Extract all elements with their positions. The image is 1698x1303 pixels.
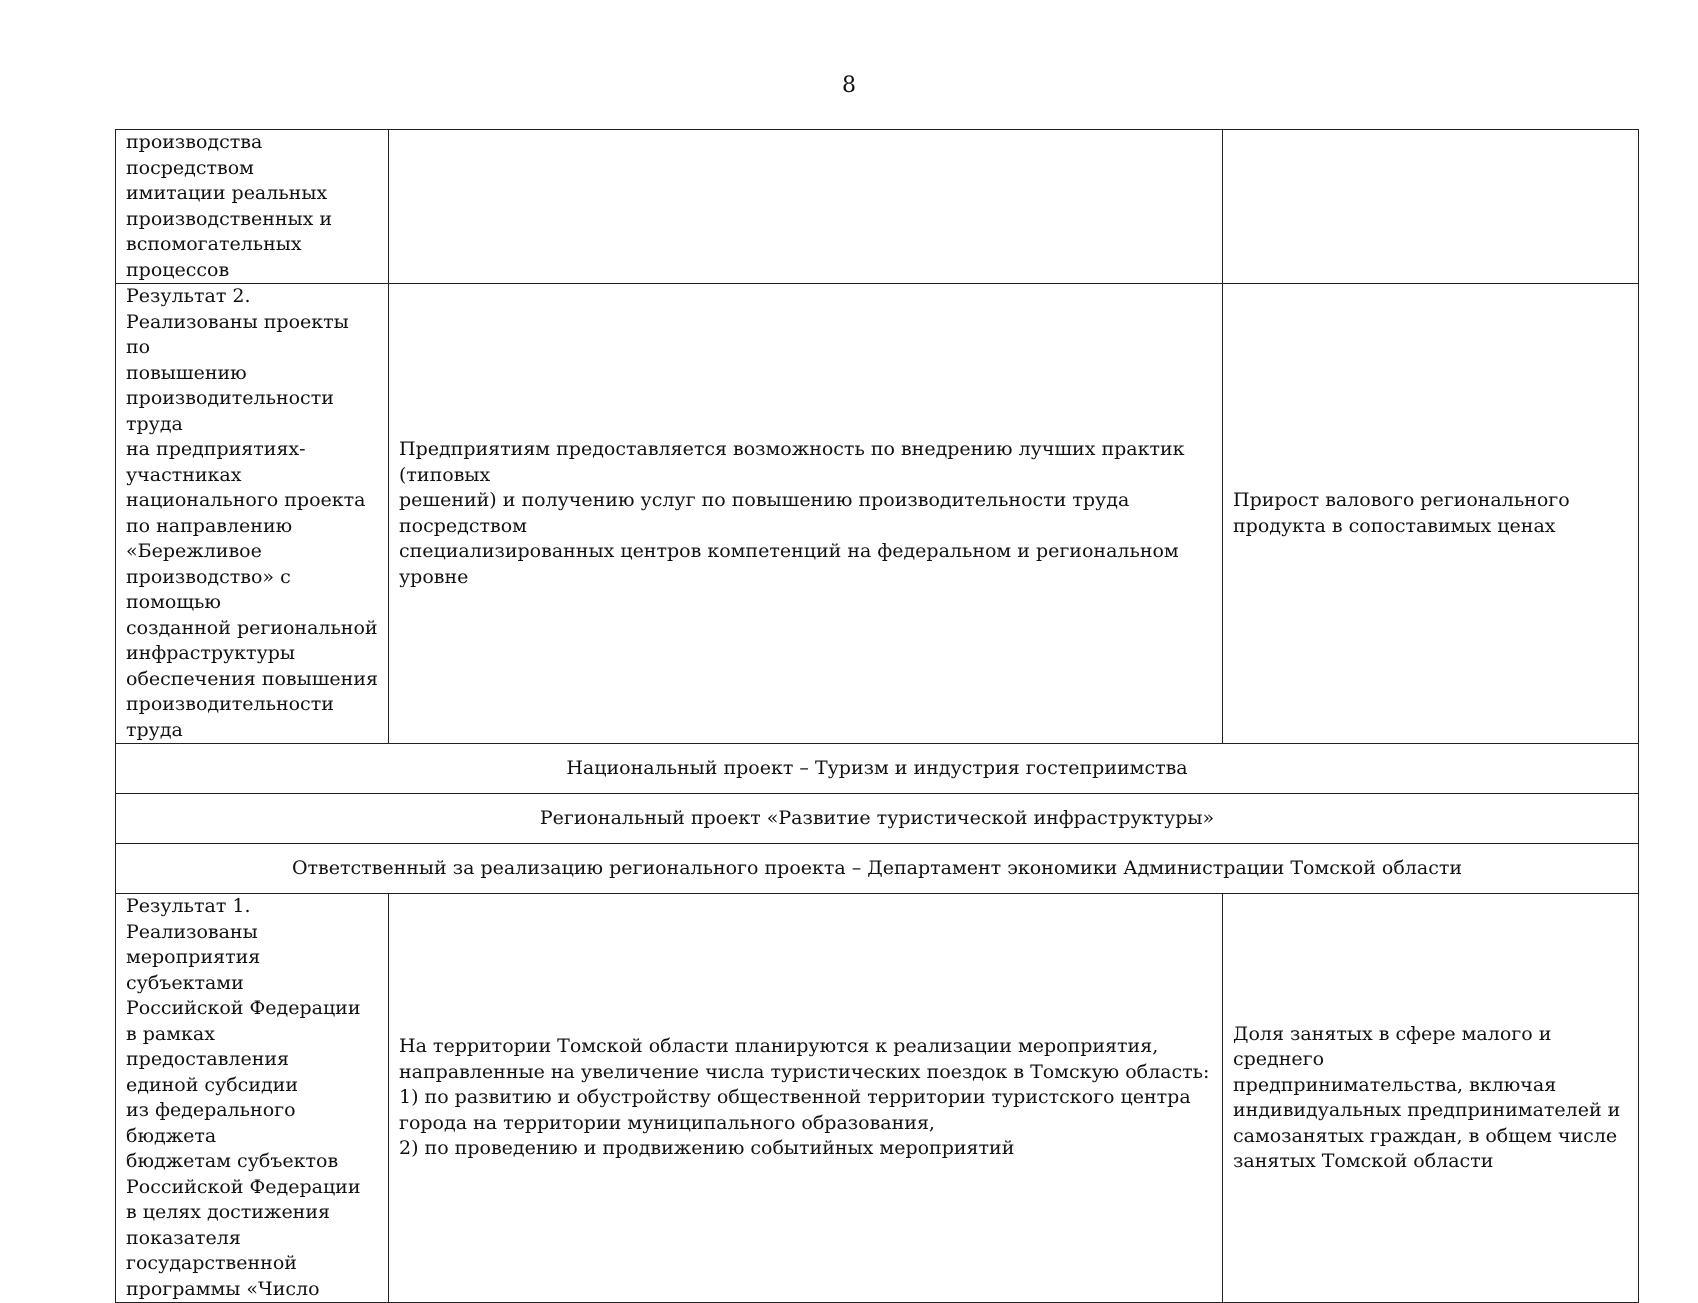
projects-table bbox=[115, 129, 1639, 1303]
activity-description-cell: Предприятиям предоставляется возможность по внедрению лучших практик (типовых решений) и получению услуг по повышению производительности труда посредством специализированных центров компетенций на федеральном и региональном уровне bbox=[389, 284, 1223, 744]
table-row bbox=[116, 894, 1639, 1303]
page-number: 8 bbox=[842, 73, 856, 98]
result-description-cell: Результат 2. Реализованы проекты по повышению производительности труда на предприятиях- участниках национального проекта по направлению «Бережливое производство» с помощью созданной региональной инфраструктуры обеспечения повышения производительности труда bbox=[116, 284, 389, 744]
regional-project-heading: Региональный проект «Развитие туристической инфраструктуры» bbox=[116, 794, 1639, 844]
activity-description-cell: На территории Томской области планируются к реализации мероприятия, направленные на увеличение числа туристических поездок в Томскую область: 1) по развитию и обустройству общественной территории туристского центра города на территории муниципального образования, 2) по проведению и продвижению событийных мероприятий bbox=[389, 894, 1223, 1303]
result-description-cell: Результат 1. Реализованы мероприятия субъектами Российской Федерации в рамках предоставления единой субсидии из федерального бюджета бюджетам субъектов Российской Федерации в целях достижения показателя государственной программы «Число bbox=[116, 894, 389, 1303]
table-row bbox=[116, 284, 1639, 744]
table-row bbox=[116, 130, 1639, 284]
section-header-row bbox=[116, 844, 1639, 894]
indicator-cell bbox=[1223, 130, 1639, 284]
national-project-heading: Национальный проект – Туризм и индустрия гостеприимства bbox=[116, 744, 1639, 794]
result-description-cell: производства посредством имитации реальных производственных и вспомогательных процессов bbox=[116, 130, 389, 284]
activity-description-cell bbox=[389, 130, 1223, 284]
indicator-cell: Доля занятых в сфере малого и среднего предпринимательства, включая индивидуальных предпринимателей и самозанятых граждан, в общем числе занятых Томской области bbox=[1223, 894, 1639, 1303]
indicator-cell: Прирост валового регионального продукта в сопоставимых ценах bbox=[1223, 284, 1639, 744]
section-header-row bbox=[116, 744, 1639, 794]
responsible-party-heading: Ответственный за реализацию регионального проекта – Департамент экономики Администрации Томской области bbox=[116, 844, 1639, 894]
section-header-row bbox=[116, 794, 1639, 844]
